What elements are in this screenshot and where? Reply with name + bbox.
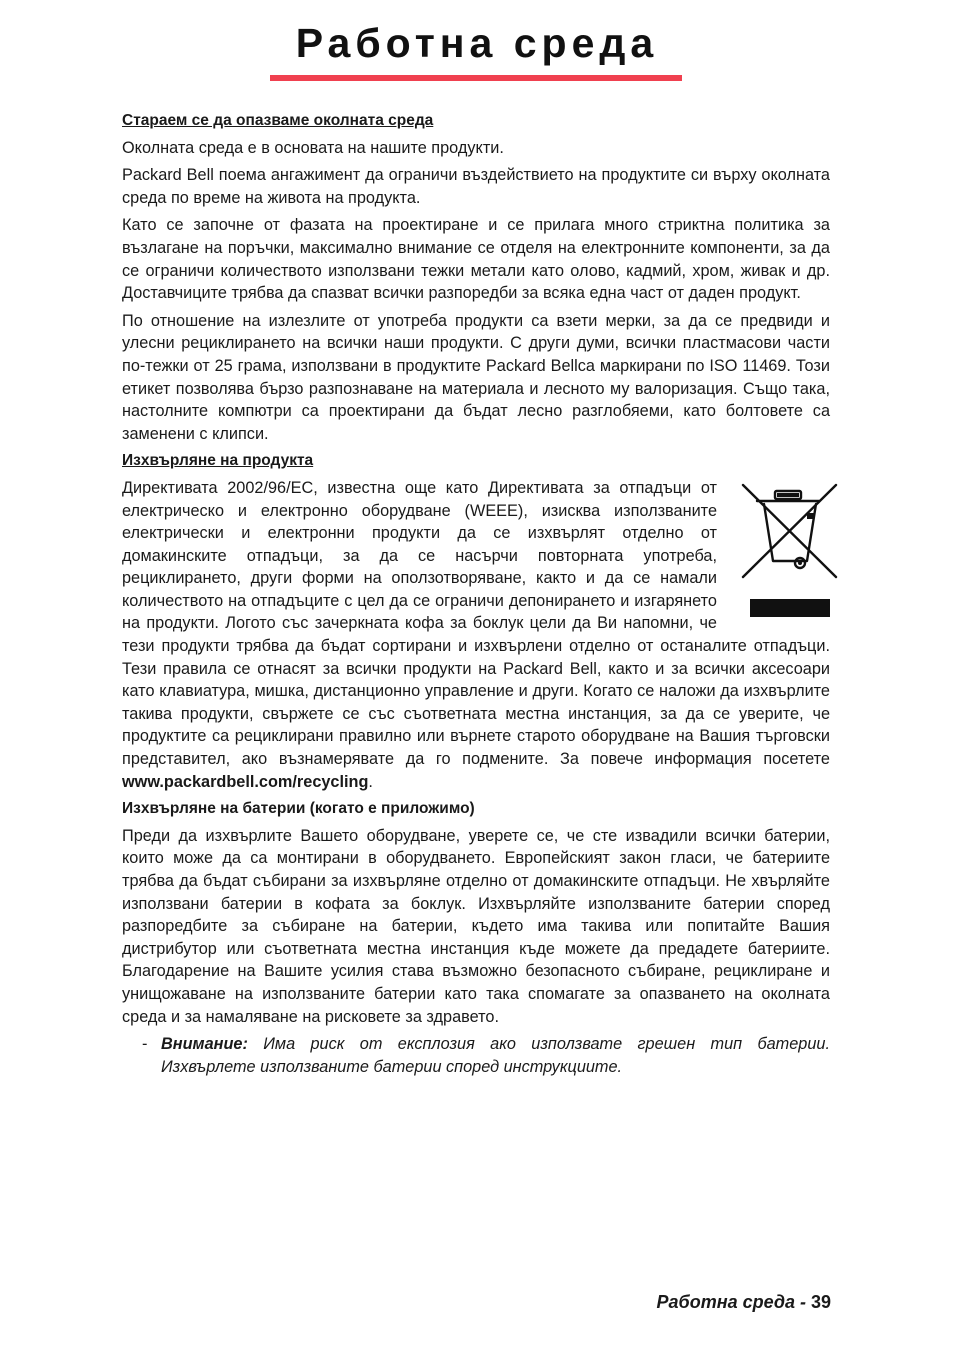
bullet-dash: - <box>142 1035 148 1054</box>
title-underline <box>270 75 682 81</box>
paragraph: Като се започне от фазата на проектиране и се прилага много стриктна политика за възлагане на поръчки, максимално внимание се отделя на електронните компоненти, за да се ограничи количеството използвани тежки метали като олово, кадмий, хром, живак и др. Доставчиците трябва да спазват всички разпоредби за всяка една част от даден продукт. <box>122 216 830 303</box>
section-heading-protect: Стараем се да опазваме околната среда <box>122 112 434 129</box>
recycling-link[interactable]: www.packardbell.com/recycling <box>122 772 369 791</box>
page-number: 39 <box>810 1292 831 1312</box>
page-footer <box>657 1292 831 1313</box>
paragraph: Директивата 2002/96/EC, известна още като Директивата за отпадъци от електрическо и електронно оборудване (WEEE), изисква използваните електрически и електронни продукти да се изхвърлят отделно от домакинските отпадъци, за да се насърчи повторната употреба, рециклирането, други форми на оползотворяване, както и да се намали количеството на отпадъците с цел да се ограничи депонирането и изгарянето на продукти. Логото със зачеркната кофа за боклук цели да Ви напомни, че тези продукти трябва да бъдат сортирани и изхвърлени отделно от останалите отпадъци. Тези правила се отнасят за всички продукти на Packard Bell, както и за всички аксесоари като клавиатура, мишка, дистанционно управление и други. Когато се наложи да изхвърлите такива продукти, свържете се със съответната местна инстанция, за да се уверите, че продуктите са рециклирани правилно или върнете старото оборудване на Вашия търговски представител, ако възнамерявате да го подмените. За повече информация посетете www.packardbell.com/recycling. <box>122 478 830 791</box>
section-heading-battery: Изхвърляне на батерии (когато е приложимо) <box>122 800 475 818</box>
warning-label: Внимание: <box>161 1035 248 1054</box>
page-content <box>122 110 830 1078</box>
paragraph: Преди да изхвърлите Вашето оборудване, уверете се, че сте извадили всички батерии, които може да са монтирани в оборудването. Европейският закон гласи, че батериите трябва да бъдат събирани за изхвърляне отделно от домакинските отпадъци. Не хвърляйте използвани батерии в кофата за боклук. Изхвърляйте използваните батерии според разпоредбите за събиране на батерии, където има такива или попитайте Вашия дистрибутор или съответната местна инстанция къде можете да предадете батериите. Благодарение на Вашите усилия става възможно безопасното събиране, рециклиране и унищожаване на използваните батерии като така спомагате за опазването на околната среда и за намаляване на рисковете за здравето. <box>122 826 830 1026</box>
paragraph: По отношение на излезлите от употреба продукти са взети мерки, за да се предвиди и улесни рециклирането на всички наши продукти. С други думи, всички пластмасови части по-тежки от 25 грама, използвани в продуктите Packard Bellca маркирани по ISO 11469. Този етикет позволява бързо разпознаване на материала и лесното му валоризация. Също така, настолните компютри са проектирани да бъдат лесно разглобяеми, като болтовете са заменени с клипси. <box>122 311 830 443</box>
warning-note <box>122 1033 830 1078</box>
footer-title: Работна среда - <box>656 1292 806 1312</box>
warning-text: Има риск от експлозия ако използвате грешен тип батерии. Изхвърлете използваните батерии според инструкциите. <box>161 1035 830 1076</box>
paragraph: Packard Bell поема ангажимент да ограничи въздействието на продуктите си върху околната среда по време на живота на продукта. <box>122 166 830 207</box>
paragraph: Околната среда е в основата на нашите продукти. <box>122 138 504 157</box>
weee-crossed-bin-icon <box>735 477 845 617</box>
section-heading-disposal: Изхвърляне на продукта <box>122 452 314 470</box>
page-title: Работна среда <box>295 20 659 66</box>
